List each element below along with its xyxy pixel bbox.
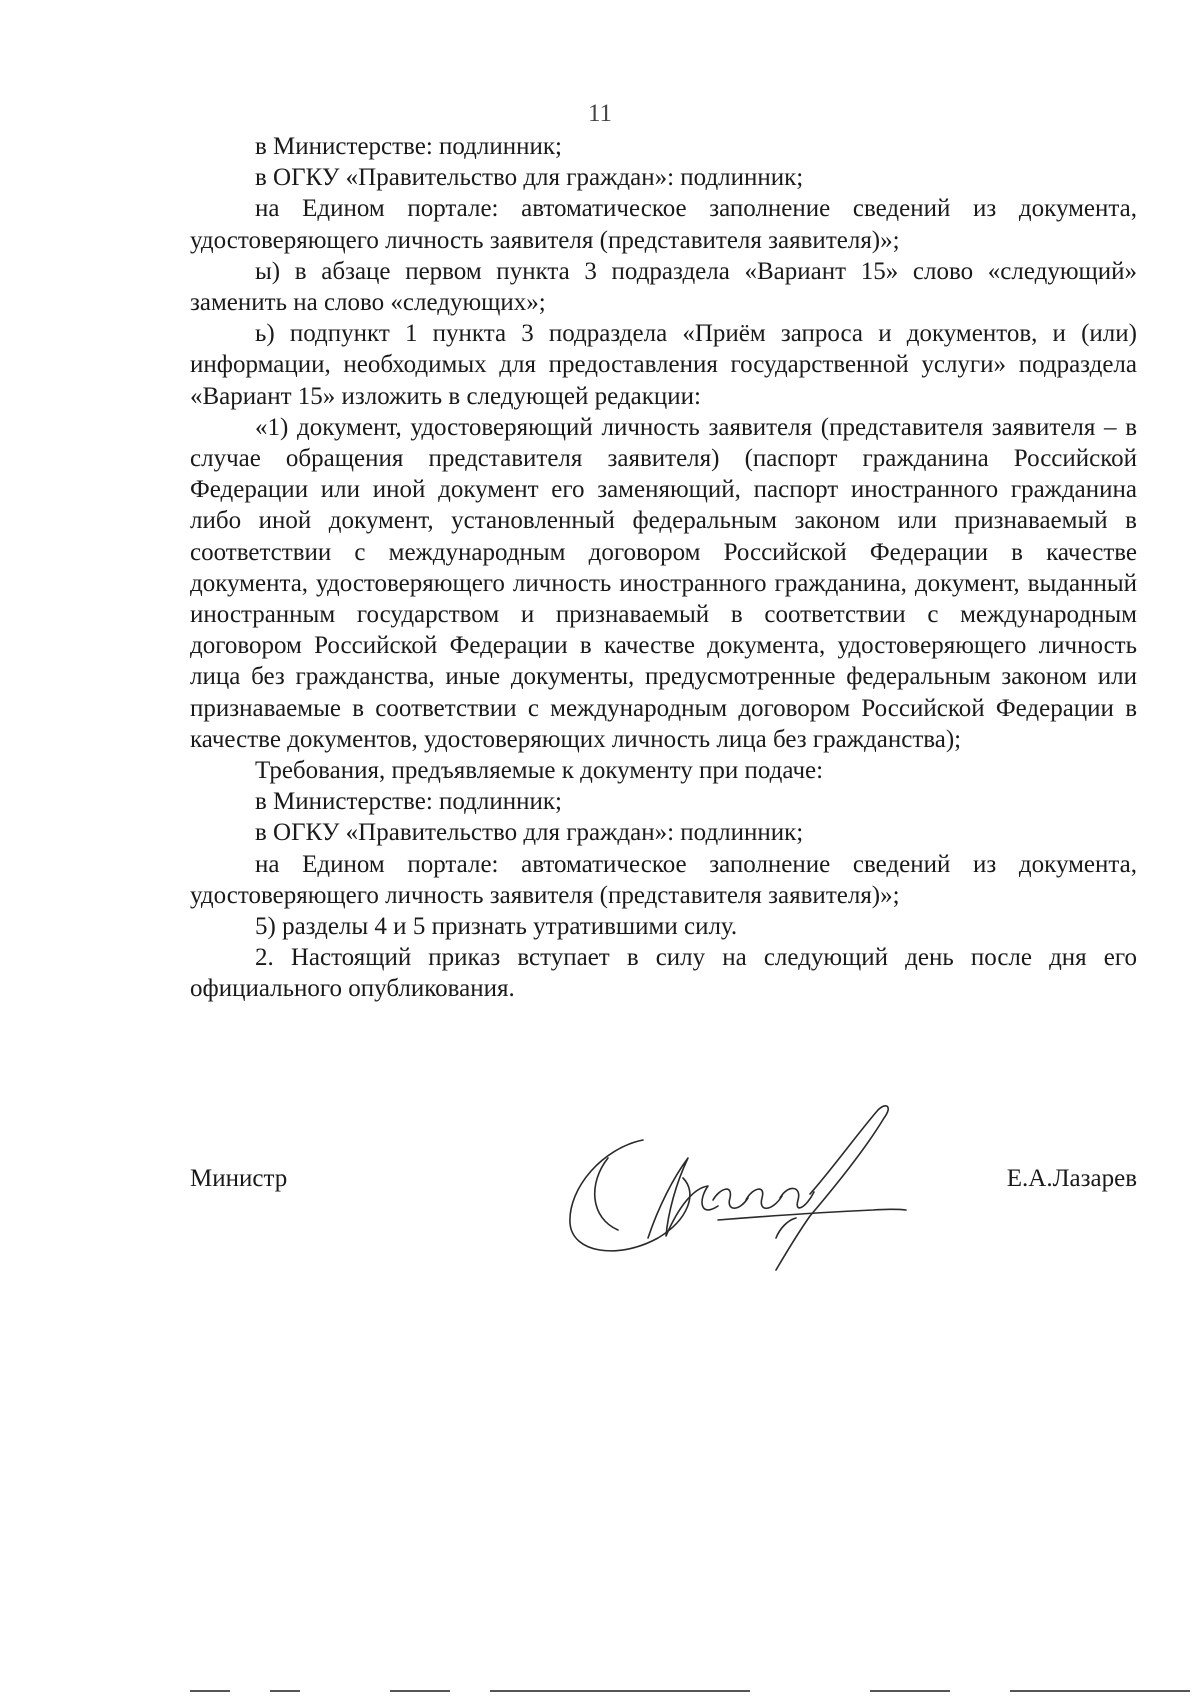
- paragraph: 2. Настоящий приказ вступает в силу на следующий день после дня его официального опубликования.: [190, 944, 1137, 1003]
- paragraph: на Едином портале: автоматическое заполнение сведений из документа, удостоверяющего личность заявителя (представителя заявителя)»;: [190, 850, 1137, 909]
- signer-title: Министр: [190, 1165, 288, 1192]
- paragraph: в Министерстве: подлинник;: [255, 788, 562, 816]
- signer-name: Е.А.Лазарев: [1006, 1165, 1137, 1192]
- handwritten-signature: [548, 1088, 928, 1278]
- paragraph: «1) документ, удостоверяющий личность заявителя (представителя заявителя – в случае обращения представителя заявителя) (паспорт гражданина Российской Федерации или иной документ его заменяющий, паспорт иностранного гражданина либо иной документ, установленный федеральным законом или признаваемый в соответствии с международным договором Российской Федерации в качестве документа, удостоверяющего личность иностранного гражданина, документ, выданный иностранным государством и признаваемый в соответствии с международным договором Российской Федерации в качестве документа, удостоверяющего личность лица без гражданства, иные документы, предусмотренные федеральным законом или признаваемые в соответствии с международным договором Российской Федерации в качестве документов, удостоверяющих личность лица без гражданства);: [190, 413, 1137, 753]
- footer-scan-artifact: [190, 1688, 1190, 1694]
- document-body: [190, 131, 1137, 1005]
- paragraph: Требования, предъявляемые к документу при подаче:: [255, 757, 824, 785]
- paragraph: ь) подпункт 1 пункта 3 подраздела «Приём запроса и документов, и (или) информации, необходимых для предоставления государственной услуги» подраздела «Вариант 15» изложить в следующей редакции:: [190, 320, 1137, 410]
- paragraph: в ОГКУ «Правительство для граждан»: подлинник;: [255, 819, 804, 847]
- paragraph: ы) в абзаце первом пункта 3 подраздела «Вариант 15» слово «следующий» заменить на слово «следующих»;: [190, 257, 1137, 317]
- page-number: 11: [587, 100, 613, 127]
- paragraph: на Едином портале: автоматическое заполнение сведений из документа, удостоверяющего личность заявителя (представителя заявителя)»;: [190, 195, 1137, 254]
- paragraph: 5) разделы 4 и 5 признать утратившими силу.: [255, 913, 738, 941]
- paragraph: в ОГКУ «Правительство для граждан»: подлинник;: [255, 164, 804, 192]
- paragraph: в Министерстве: подлинник;: [255, 133, 562, 160]
